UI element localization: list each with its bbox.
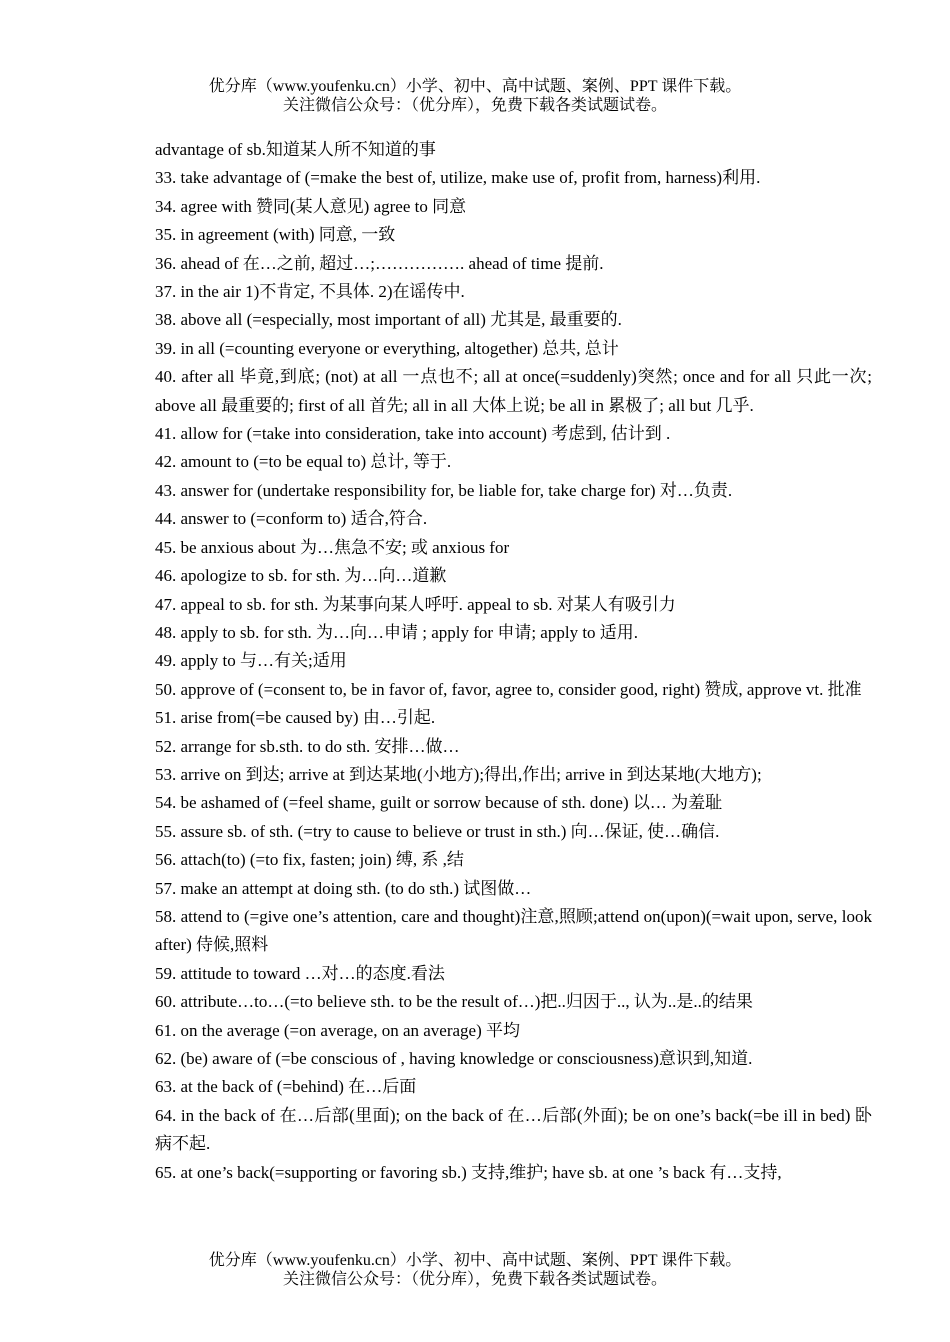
phrase-entry: 56. attach(to) (=to fix, fasten; join) 缚, 系 ,结 xyxy=(155,850,464,870)
phrase-entry: 39. in all (=counting everyone or everything, altogether) 总共, 总计 xyxy=(155,338,619,358)
phrase-entry: 57. make an attempt at doing sth. (to do sth.) 试图做… xyxy=(155,878,532,898)
phrase-entry: 43. answer for (undertake responsibility for, be liable for, take charge for) 对…负责. xyxy=(155,480,733,500)
phrase-entry: 54. be ashamed of (=feel shame, guilt or sorrow because of sth. done) 以… 为羞耻 xyxy=(155,793,723,813)
phrase-entry: 65. at one’s back(=supporting or favoring sb.) 支持,维护; have sb. at one ’s back 有…支持, xyxy=(155,1162,782,1182)
header-site-line: 优分库（www.youfenku.cn）小学、初中、高中试题、案例、PPT 课件下载。 xyxy=(208,78,742,95)
phrase-entry: 48. apply to sb. for sth. 为…向…申请 ; apply for 申请; apply to 适用. xyxy=(155,622,639,642)
phrase-entry: 44. answer to (=conform to) 适合,符合. xyxy=(155,509,428,529)
phrase-entry: 34. agree with 赞同(某人意见) agree to 同意 xyxy=(155,196,467,216)
phrase-entry: 46. apologize to sb. for sth. 为…向…道歉 xyxy=(155,566,447,586)
header-wechat-line: 关注微信公众号：（优分库），免费下载各类试题试卷。 xyxy=(282,97,667,114)
phrase-entry: 42. amount to (=to be equal to) 总计, 等于. xyxy=(155,452,452,472)
footer-wechat-line: 关注微信公众号：（优分库），免费下载各类试题试卷。 xyxy=(282,1271,667,1288)
phrase-entry: 35. in agreement (with) 同意, 一致 xyxy=(155,225,396,245)
phrase-entry: 41. allow for (=take into consideration, take into account) 考虑到, 估计到 . xyxy=(155,424,671,444)
page-footer xyxy=(0,1251,950,1289)
page-header xyxy=(0,77,950,115)
phrase-entry: 33. take advantage of (=make the best of, utilize, make use of, profit from, harness)利用. xyxy=(155,168,761,188)
phrase-entry: 38. above all (=especially, most important of all) 尤其是, 最重要的. xyxy=(155,310,622,330)
phrase-entry: 49. apply to 与…有关;适用 xyxy=(155,651,347,671)
phrase-entry: 51. arise from(=be caused by) 由…引起. xyxy=(155,708,436,728)
phrase-entry: 63. at the back of (=behind) 在…后面 xyxy=(155,1077,417,1097)
phrase-entry: 37. in the air 1)不肯定, 不具体. 2)在谣传中. xyxy=(155,282,465,302)
phrase-entry: 61. on the average (=on average, on an average) 平均 xyxy=(155,1020,521,1040)
phrase-entry: 50. approve of (=consent to, be in favor of, favor, agree to, consider good, right) 赞成, approve vt. 批准 xyxy=(155,679,862,699)
phrase-entry: 47. appeal to sb. for sth. 为某事向某人呼吁. appeal to sb. 对某人有吸引力 xyxy=(155,594,676,614)
phrase-entry: 59. attitude to toward …对…的态度.看法 xyxy=(155,963,445,983)
footer-site-line: 优分库（www.youfenku.cn）小学、初中、高中试题、案例、PPT 课件下载。 xyxy=(208,1252,742,1269)
phrase-entry: 60. attribute…to…(=to believe sth. to be the result of…)把..归因于.., 认为..是..的结果 xyxy=(155,992,753,1012)
phrase-entry: 58. attend to (=give one’s attention, care and thought)注意,照顾;attend on(upon)(=wait upon, serve, look after) 侍候,照料 xyxy=(155,906,872,955)
phrase-entry: 53. arrive on 到达; arrive at 到达某地(小地方);得出,作出; arrive in 到达某地(大地方); xyxy=(155,764,762,784)
phrase-entry: 45. be anxious about 为…焦急不安; 或 anxious for xyxy=(155,537,510,557)
phrase-entry: 55. assure sb. of sth. (=try to cause to believe or trust in sth.) 向…保证, 使…确信. xyxy=(155,821,720,841)
phrase-entry: 36. ahead of 在…之前, 超过…;……………. ahead of time 提前. xyxy=(155,253,604,273)
phrase-entry: 40. after all 毕竟,到底; (not) at all 一点也不; all at once(=suddenly)突然; once and for all 只此一次; above all 最重要的; first of all 首先; all in all 大体上说; be all in 累极了; all but 几乎. xyxy=(155,367,872,415)
phrase-list xyxy=(155,136,872,1187)
phrase-entry: 52. arrange for sb.sth. to do sth. 安排…做… xyxy=(155,736,460,756)
phrase-entry: 64. in the back of 在…后部(里面); on the back of 在…后部(外面); be on one’s back(=be ill in bed) 卧病不起. xyxy=(155,1105,872,1154)
phrase-entry: advantage of sb.知道某人所不知道的事 xyxy=(155,140,436,159)
phrase-entry: 62. (be) aware of (=be conscious of , having knowledge or consciousness)意识到,知道. xyxy=(155,1049,753,1068)
